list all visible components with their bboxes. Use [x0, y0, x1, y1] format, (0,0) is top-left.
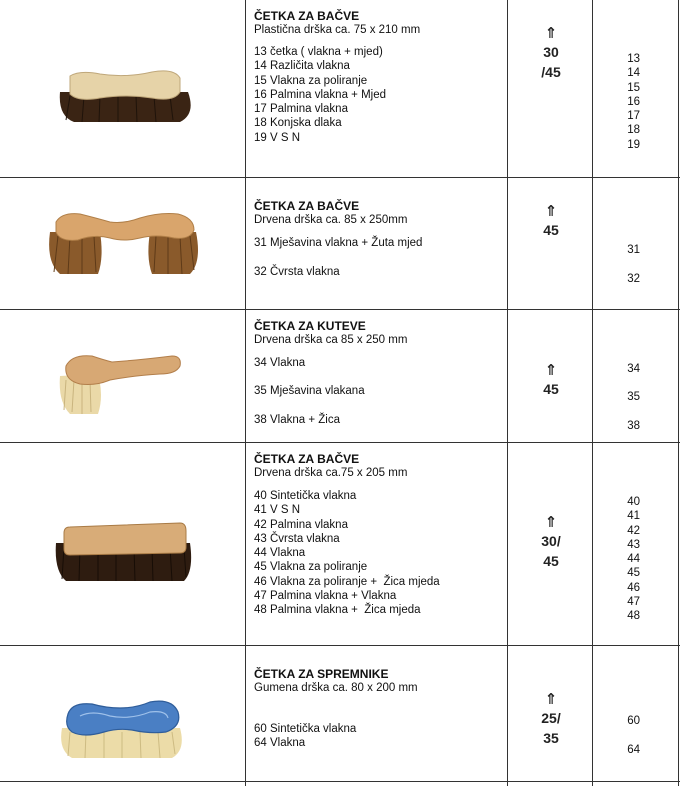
- list-item: 16 Palmina vlakna + Mjed: [254, 88, 387, 101]
- product-row: [0, 646, 680, 782]
- product-image-cell: [0, 0, 247, 178]
- list-item: 32 Čvrsta vlakna: [254, 266, 340, 279]
- product-code: 64: [627, 744, 640, 756]
- product-code: 40: [627, 496, 640, 508]
- product-title: ČETKA ZA KUTEVE: [254, 319, 366, 333]
- product-title: ČETKA ZA BAČVE: [254, 9, 360, 23]
- product-code: 41: [627, 510, 640, 523]
- table-divider: [0, 442, 680, 443]
- product-code: 14: [627, 67, 640, 80]
- product-code: 35: [627, 391, 640, 403]
- list-item: 43 Čvrsta vlakna: [254, 532, 340, 545]
- product-description: [254, 9, 504, 145]
- product-code: 15: [627, 81, 640, 94]
- corner-brush-wood-handle-icon: [0, 310, 247, 443]
- table-divider: [0, 309, 680, 310]
- table-divider: [245, 0, 246, 786]
- code-cell: [594, 0, 680, 178]
- product-code: 32: [627, 273, 640, 285]
- brush-wood-block-dark-bristles-icon: [0, 443, 247, 646]
- product-title: ČETKA ZA BAČVE: [254, 199, 360, 213]
- list-item: 41 V S N: [254, 504, 301, 517]
- product-code: 16: [627, 95, 640, 108]
- size-cell: [508, 646, 594, 782]
- list-item: 48 Palmina vlakna + Žica mjeda: [254, 604, 421, 617]
- list-item: 47 Palmina vlakna + Vlakna: [254, 590, 397, 603]
- list-item: 44 Vlakna: [254, 547, 306, 560]
- product-code: 48: [627, 610, 640, 623]
- list-item: 31 Mješavina vlakna + Žuta mjed: [254, 237, 423, 249]
- list-item: 15 Vlakna za poliranje: [254, 74, 368, 87]
- product-code: 46: [627, 581, 640, 594]
- code-cell: [594, 443, 680, 646]
- product-code: 19: [627, 138, 640, 151]
- product-subtitle: Drvena drška ca 85 x 250 mm: [254, 334, 408, 346]
- table-divider: [678, 0, 679, 786]
- list-item: 19 V S N: [254, 131, 301, 144]
- up-arrow-icon: ⇑: [544, 691, 558, 708]
- size-cell: [508, 178, 594, 310]
- product-description: [254, 667, 504, 751]
- product-description: [254, 199, 504, 280]
- product-description: [254, 452, 504, 618]
- product-title: ČETKA ZA SPREMNIKE: [254, 667, 389, 681]
- product-code: 31: [627, 244, 640, 256]
- list-item: 64 Vlakna: [254, 737, 306, 750]
- list-item: 14 Različita vlakna: [254, 60, 350, 73]
- list-item: 34 Vlakna: [254, 357, 306, 369]
- list-item: 40 Sintetička vlakna: [254, 490, 357, 502]
- up-arrow-icon: ⇑: [544, 514, 558, 531]
- code-cell: [594, 646, 680, 782]
- product-code: 60: [627, 715, 640, 727]
- product-code: 47: [627, 596, 640, 609]
- product-image-cell: [0, 310, 247, 443]
- code-cell: [594, 178, 680, 310]
- size-value: 45: [543, 381, 559, 397]
- product-description: [254, 319, 504, 427]
- table-divider: [507, 0, 508, 786]
- brush-blue-rubber-handle-icon: [0, 646, 247, 782]
- product-code: 44: [627, 553, 640, 566]
- product-subtitle: Drvena drška ca. 85 x 250mm: [254, 214, 408, 226]
- table-divider: [0, 645, 680, 646]
- size-value: 30: [543, 44, 559, 60]
- code-cell: [594, 310, 680, 443]
- product-row: [0, 443, 680, 646]
- size-cell: [508, 0, 594, 178]
- size-value: 45: [543, 222, 559, 238]
- size-value: 25/: [541, 710, 561, 726]
- product-subtitle: Plastična drška ca. 75 x 210 mm: [254, 24, 421, 36]
- product-row: [0, 310, 680, 443]
- list-item: 46 Vlakna za poliranje + Žica mjeda: [254, 575, 440, 588]
- product-code: 17: [627, 110, 640, 123]
- list-item: 18 Konjska dlaka: [254, 117, 342, 130]
- table-divider: [0, 177, 680, 178]
- product-code: 42: [627, 524, 640, 537]
- size-cell: [508, 443, 594, 646]
- list-item: 35 Mješavina vlakana: [254, 385, 365, 398]
- product-row: [0, 178, 680, 310]
- list-item: 60 Sintetička vlakna: [254, 723, 357, 735]
- up-arrow-icon: ⇑: [544, 203, 558, 220]
- product-subtitle: Gumena drška ca. 80 x 200 mm: [254, 682, 418, 694]
- product-code: 45: [627, 567, 640, 580]
- product-code: 18: [627, 124, 640, 137]
- list-item: 17 Palmina vlakna: [254, 103, 348, 116]
- brush-plastic-handle-dark-bristles-icon: [0, 0, 247, 178]
- list-item: 38 Vlakna + Žica: [254, 413, 340, 426]
- up-arrow-icon: ⇑: [544, 362, 558, 379]
- list-item: 42 Palmina vlakna: [254, 518, 348, 531]
- brush-wood-handle-two-tufts-icon: [0, 178, 247, 310]
- table-divider: [0, 781, 680, 782]
- product-code: 38: [627, 420, 640, 432]
- table-divider: [592, 0, 593, 786]
- size-value: 30/: [541, 533, 561, 549]
- product-image-cell: [0, 646, 247, 782]
- product-code: 34: [627, 363, 640, 375]
- size-value: 45: [543, 553, 559, 569]
- product-subtitle: Drvena drška ca.75 x 205 mm: [254, 467, 408, 479]
- product-code: 43: [627, 538, 640, 551]
- list-item: 13 četka ( vlakna + mjed): [254, 46, 383, 58]
- product-title: ČETKA ZA BAČVE: [254, 452, 360, 466]
- up-arrow-icon: ⇑: [544, 25, 558, 42]
- product-image-cell: [0, 178, 247, 310]
- product-row: [0, 0, 680, 178]
- size-value: /45: [541, 64, 561, 80]
- list-item: 45 Vlakna za poliranje: [254, 561, 368, 574]
- size-value: 35: [543, 730, 559, 746]
- product-image-cell: [0, 443, 247, 646]
- product-code: 13: [627, 53, 640, 65]
- size-cell: [508, 310, 594, 443]
